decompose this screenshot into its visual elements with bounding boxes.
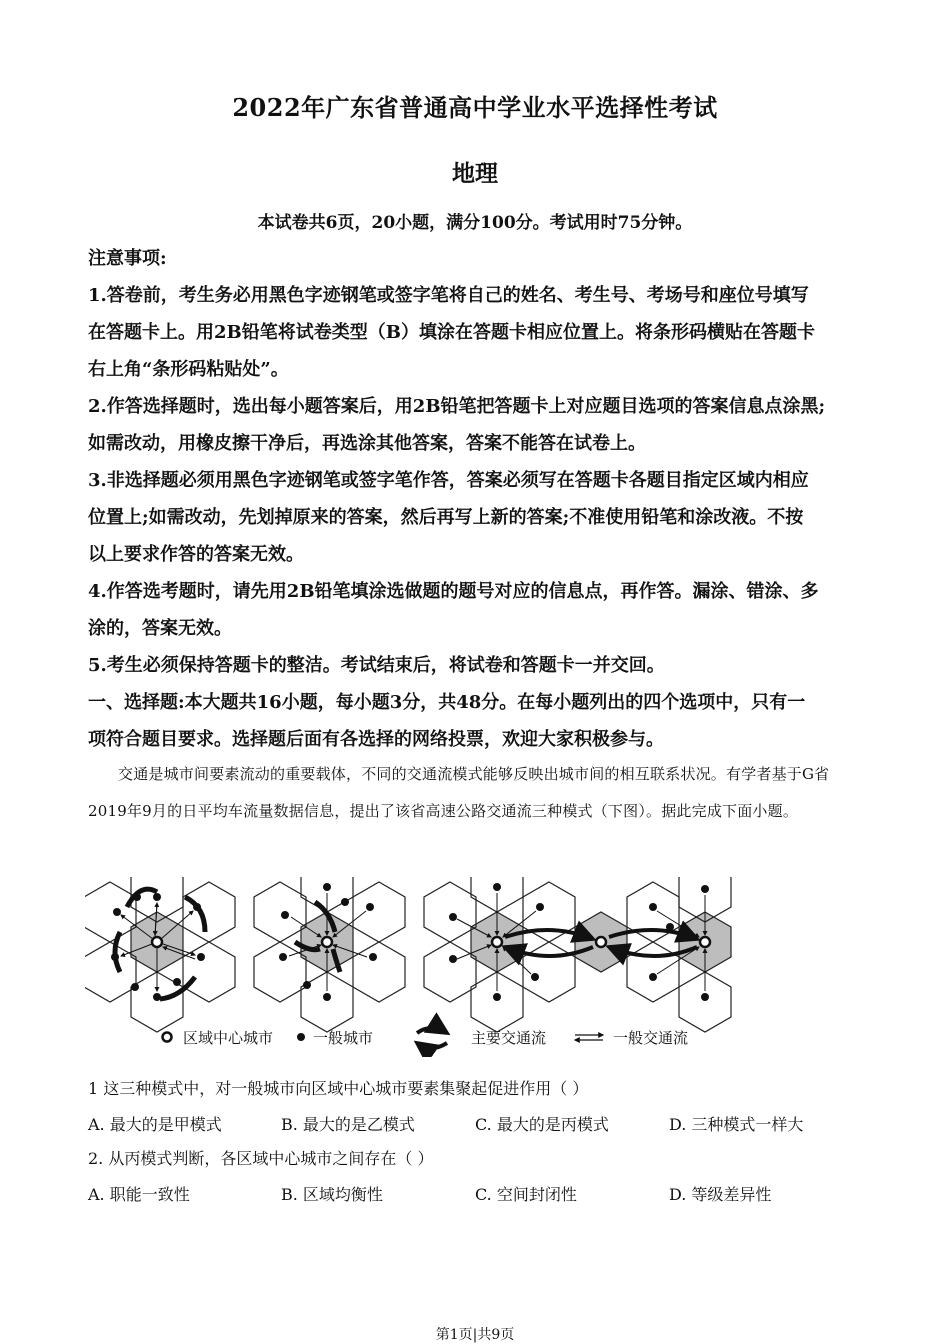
pattern-yi-diagram xyxy=(254,877,405,1032)
instruction-line: 位置上;如需改动，先划掉原来的答案，然后再写上新的答案;不准使用铅笔和涂改液。不按 xyxy=(88,507,804,528)
instruction-line: 3.非选择题必须用黑色字迹钢笔或签字笔作答，答案必须写在答题卡各题目指定区域内相应 xyxy=(88,470,809,491)
instruction-line: 右上角“条形码粘贴处”。 xyxy=(88,359,289,380)
instruction-line: 以上要求作答的答案无效。 xyxy=(88,544,304,565)
page-footer: 第1页|共9页 xyxy=(435,1327,515,1343)
instruction-line: 如需改动，用橡皮擦干净后，再选涂其他答案，答案不能答在试卷上。 xyxy=(88,433,646,454)
instruction-line: 1.答卷前，考生务必用黑色字迹钢笔或签字笔将自己的姓名、考生号、考场号和座位号填写 xyxy=(88,285,809,306)
traffic-flow-figure xyxy=(85,877,745,1057)
passage-text: 交通是城市间要素流动的重要载体，不同的交通流模式能够反映出城市间的相互联系状况。有学者基于G省2019年9月的日平均车流量数据信息，提出了该省高速公路交通流三种模式（下图）。据此完成下面小题。 xyxy=(88,765,830,820)
exam-title: 2022年广东省普通高中学业水平选择性考试 xyxy=(232,93,718,122)
section-heading-line: 项符合题目要求。选择题后面有各选择的网络投票，欢迎大家积极参与。 xyxy=(88,729,664,750)
question-1-option-b[interactable]: B. 最大的是乙模式 xyxy=(281,1115,415,1134)
instruction-line: 5.考生必须保持答题卡的整洁。考试结束后，将试卷和答题卡一并交回。 xyxy=(88,655,665,676)
legend-general-flow: 一般交通流 xyxy=(613,1029,689,1047)
instruction-line: 涂的，答案无效。 xyxy=(88,618,232,639)
question-1-option-d[interactable]: D. 三种模式一样大 xyxy=(669,1115,804,1134)
general-flow-symbol-icon xyxy=(575,1035,603,1040)
question-1-option-c[interactable]: C. 最大的是丙模式 xyxy=(475,1115,609,1134)
question-1-stem: 1 这三种模式中，对一般城市向区域中心城市要素集聚起促进作用（ ） xyxy=(88,1079,589,1098)
general-city-symbol-icon xyxy=(297,1033,305,1041)
question-2-option-a[interactable]: A. 职能一致性 xyxy=(88,1185,190,1204)
instruction-line: 4.作答选考题时，请先用2B铅笔填涂选做题的题号对应的信息点，再作答。漏涂、错涂、多 xyxy=(88,581,819,602)
question-2-option-c[interactable]: C. 空间封闭性 xyxy=(475,1185,577,1204)
legend-main-flow: 主要交通流 xyxy=(471,1029,547,1047)
section-heading-line: 一、选择题:本大题共16小题，每小题3分，共48分。在每小题列出的四个选项中，只有一 xyxy=(88,692,806,713)
question-1-option-a[interactable]: A. 最大的是甲模式 xyxy=(88,1115,222,1134)
pattern-jia-diagram xyxy=(85,877,235,1032)
legend-general-city: 一般城市 xyxy=(313,1029,374,1047)
subject-title: 地理 xyxy=(452,160,498,187)
main-flow-symbol-icon xyxy=(417,1028,447,1048)
legend-center-city: 区域中心城市 xyxy=(183,1029,274,1047)
center-city-symbol-icon xyxy=(163,1033,172,1042)
question-2-stem: 2. 从丙模式判断，各区域中心城市之间存在（ ） xyxy=(88,1149,434,1168)
exam-summary: 本试卷共6页，20小题，满分100分。考试用时75分钟。 xyxy=(257,213,693,233)
question-2-option-b[interactable]: B. 区域均衡性 xyxy=(281,1185,383,1204)
question-2-options xyxy=(88,1182,868,1204)
figure-legend xyxy=(163,1028,689,1048)
question-2-option-d[interactable]: D. 等级差异性 xyxy=(669,1185,772,1204)
instruction-line: 在答题卡上。用2B铅笔将试卷类型（B）填涂在答题卡相应位置上。将条形码横贴在答题卡 xyxy=(88,322,815,343)
instructions xyxy=(88,240,868,758)
reading-passage xyxy=(88,756,868,830)
question-1-options xyxy=(88,1112,868,1134)
instruction-line: 2.作答选择题时，选出每小题答案后，用2B铅笔把答题卡上对应题目选项的答案信息点涂黑; xyxy=(88,396,826,417)
instructions-heading: 注意事项: xyxy=(88,248,167,269)
pattern-bing-diagram xyxy=(424,877,731,1032)
